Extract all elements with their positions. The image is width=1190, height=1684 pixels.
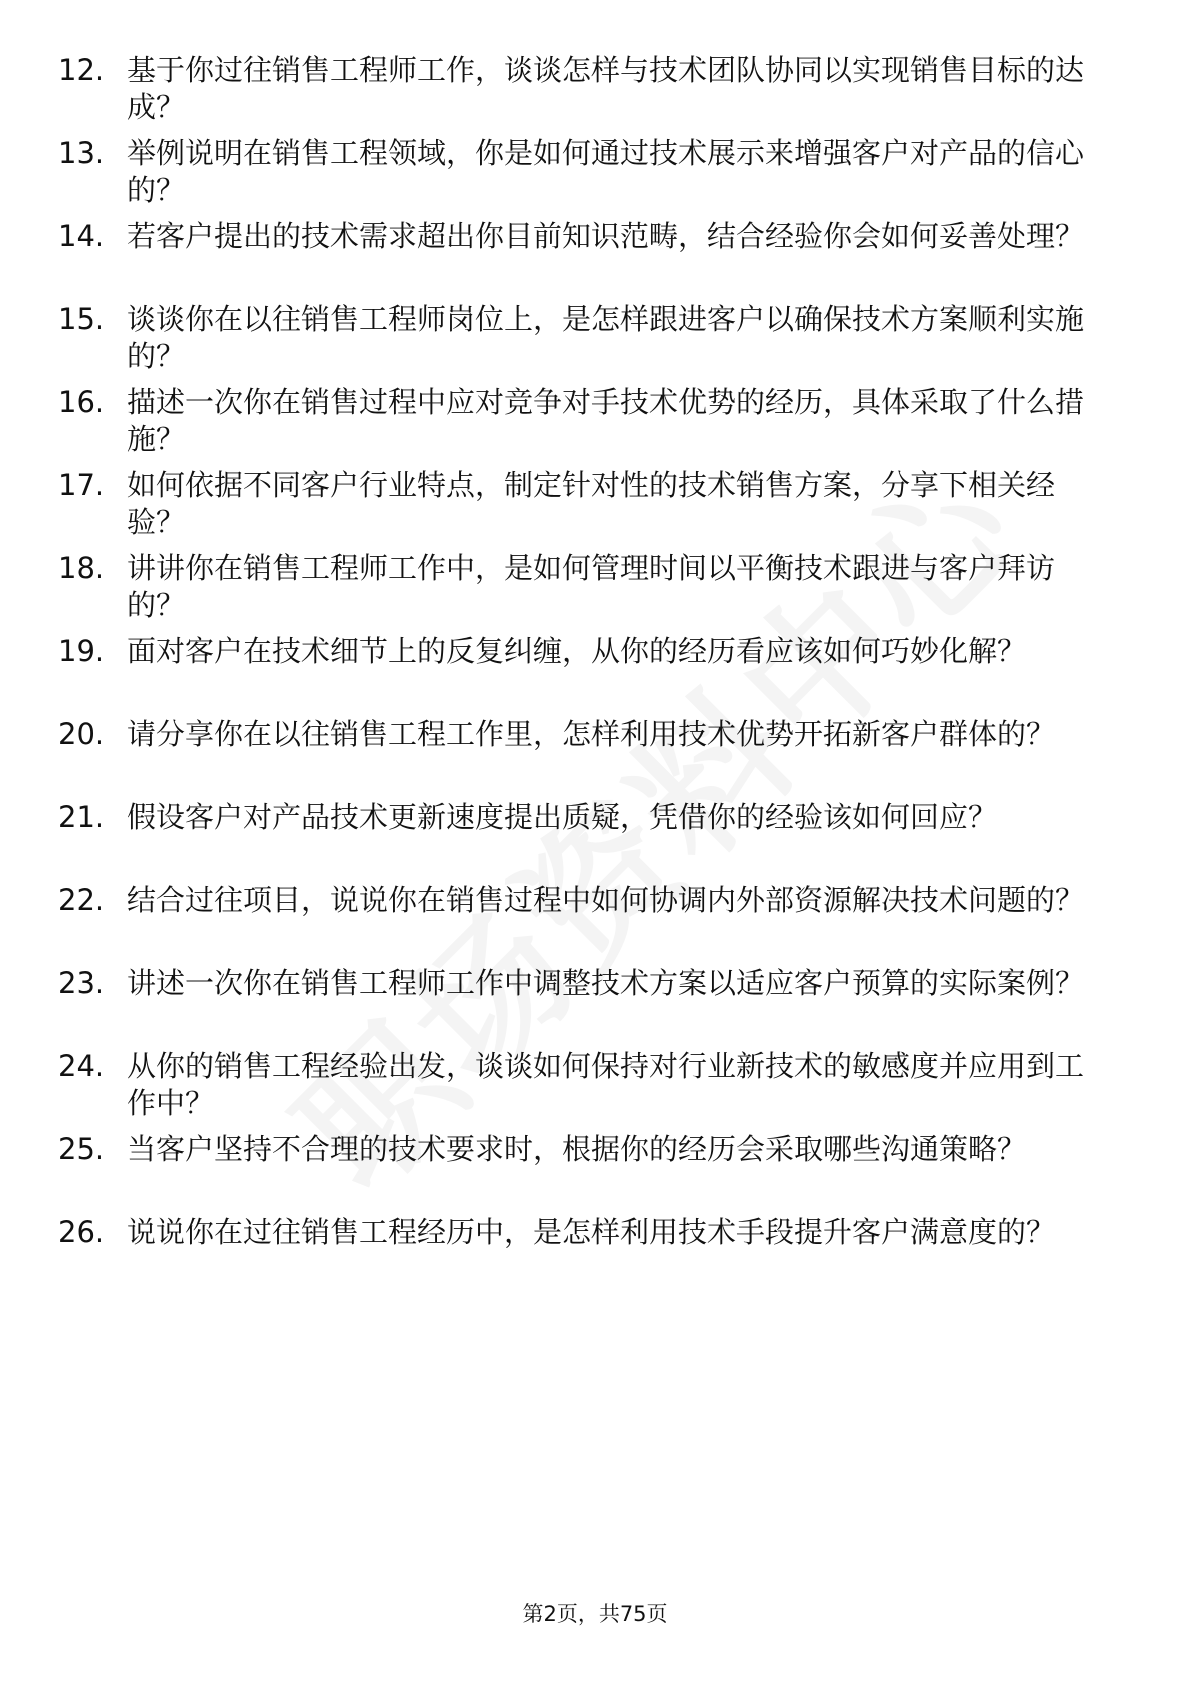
question-item (58, 52, 1108, 135)
question-text: 请分享你在以往销售工程工作里，怎样利用技术优势开拓新客户群体的？ (127, 717, 1056, 751)
question-number: 26. (58, 1215, 105, 1249)
question-number: 18. (58, 551, 105, 585)
question-number: 16. (58, 385, 105, 419)
question-item (58, 218, 1108, 301)
question-number: 15. (58, 302, 105, 336)
question-text: 面对客户在技术细节上的反复纠缠，从你的经历看应该如何巧妙化解？ (127, 634, 1027, 668)
question-number: 17. (58, 468, 105, 502)
question-text: 当客户坚持不合理的技术要求时，根据你的经历会采取哪些沟通策略？ (127, 1132, 1027, 1166)
question-item (58, 384, 1108, 467)
question-number: 13. (58, 136, 105, 170)
question-text: 结合过往项目，说说你在销售过程中如何协调内外部资源解决技术问题的？ (127, 883, 1085, 917)
question-item (58, 467, 1108, 550)
question-text: 如何依据不同客户行业特点，制定针对性的技术销售方案，分享下相关经验？ (127, 468, 1056, 539)
page-footer: 第2页，共75页 (522, 1602, 668, 1626)
question-number: 14. (58, 219, 105, 253)
question-text: 说说你在过往销售工程经历中，是怎样利用技术手段提升客户满意度的？ (127, 1215, 1056, 1249)
question-item (58, 799, 1108, 882)
question-item (58, 301, 1108, 384)
question-number: 19. (58, 634, 105, 668)
question-text: 基于你过往销售工程师工作，谈谈怎样与技术团队协同以实现销售目标的达成？ (127, 53, 1085, 124)
question-number: 25. (58, 1132, 105, 1166)
question-text: 从你的销售工程经验出发，谈谈如何保持对行业新技术的敏感度并应用到工作中？ (127, 1049, 1085, 1120)
question-item (58, 550, 1108, 633)
question-list (58, 52, 1108, 1297)
question-text: 举例说明在销售工程领域，你是如何通过技术展示来增强客户对产品的信心的？ (127, 136, 1085, 207)
question-number: 24. (58, 1049, 105, 1083)
question-number: 12. (58, 53, 105, 87)
question-text: 谈谈你在以往销售工程师岗位上，是怎样跟进客户以确保技术方案顺利实施的？ (127, 302, 1085, 373)
question-number: 23. (58, 966, 105, 1000)
question-number: 22. (58, 883, 105, 917)
question-item (58, 135, 1108, 218)
question-text: 假设客户对产品技术更新速度提出质疑，凭借你的经验该如何回应？ (127, 800, 998, 834)
question-number: 20. (58, 717, 105, 751)
question-text: 讲讲你在销售工程师工作中，是如何管理时间以平衡技术跟进与客户拜访的？ (127, 551, 1056, 622)
question-item (58, 882, 1108, 965)
question-text: 描述一次你在销售过程中应对竞争对手技术优势的经历，具体采取了什么措施？ (127, 385, 1085, 456)
question-text: 讲述一次你在销售工程师工作中调整技术方案以适应客户预算的实际案例？ (127, 966, 1085, 1000)
question-item (58, 633, 1108, 716)
question-item (58, 1131, 1108, 1214)
question-item (58, 1048, 1108, 1131)
question-text: 若客户提出的技术需求超出你目前知识范畴，结合经验你会如何妥善处理？ (127, 219, 1085, 253)
question-item (58, 1214, 1108, 1297)
question-item (58, 965, 1108, 1048)
question-item (58, 716, 1108, 799)
question-number: 21. (58, 800, 105, 834)
